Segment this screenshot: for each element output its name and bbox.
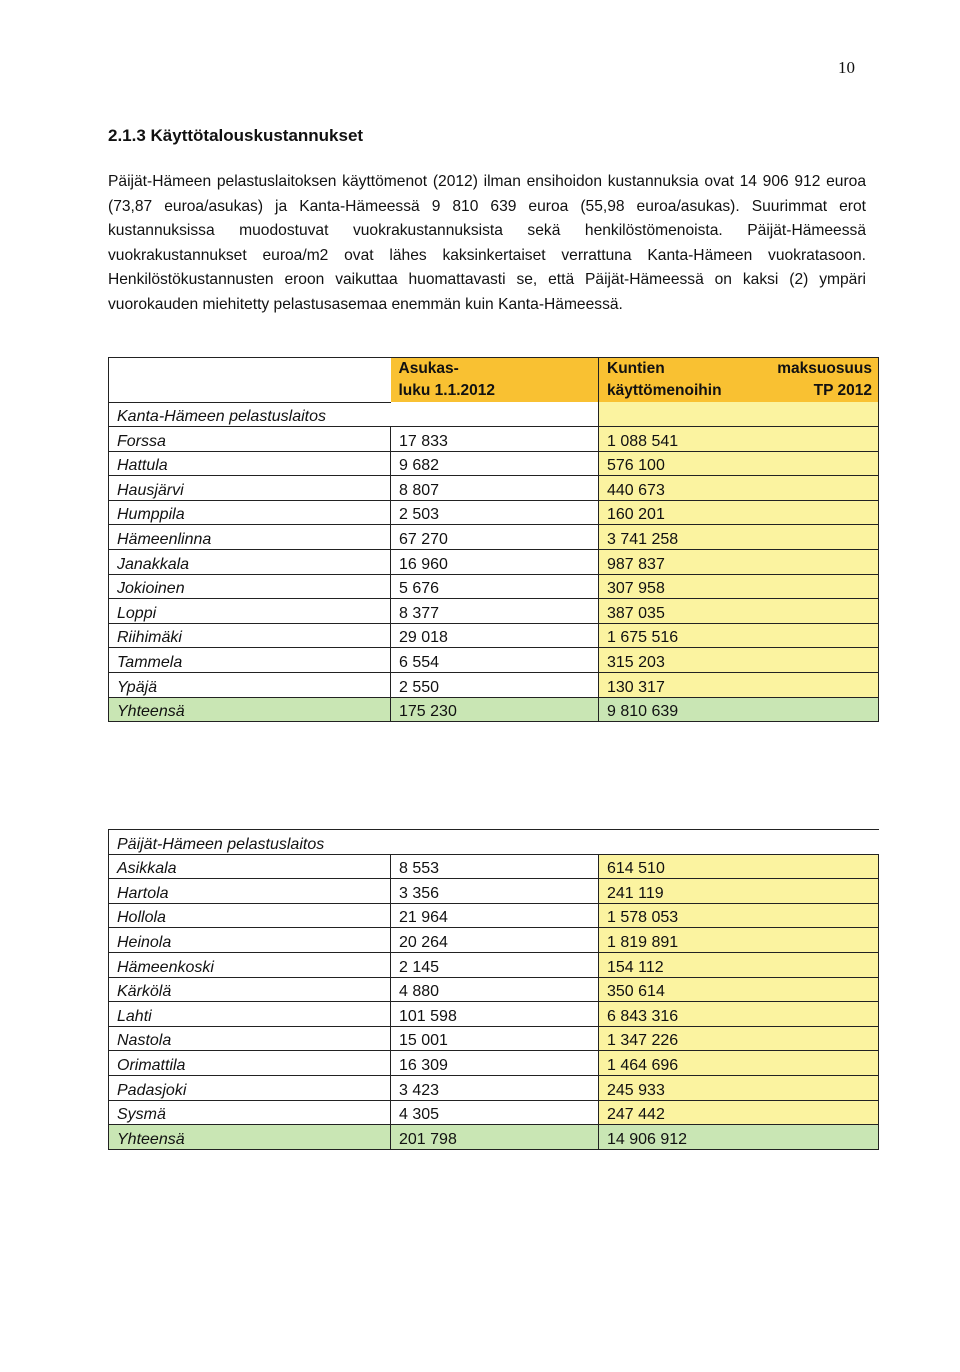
total-row bbox=[109, 1125, 879, 1150]
population-value: 16 309 bbox=[391, 1051, 599, 1076]
total-label: Yhteensä bbox=[109, 697, 391, 722]
table-row bbox=[109, 854, 879, 879]
table-row bbox=[109, 1075, 879, 1100]
municipality-name: Sysmä bbox=[109, 1100, 391, 1125]
population-value: 3 356 bbox=[391, 879, 599, 904]
cost-value: 440 673 bbox=[599, 476, 879, 501]
municipality-name: Asikkala bbox=[109, 854, 391, 879]
municipality-name: Janakkala bbox=[109, 550, 391, 575]
cost-value: 1 347 226 bbox=[599, 1026, 879, 1051]
population-value: 2 550 bbox=[391, 673, 599, 698]
population-value: 8 553 bbox=[391, 854, 599, 879]
section-title: Päijät-Hämeen pelastuslaitos bbox=[109, 830, 391, 855]
municipality-name: Kärkölä bbox=[109, 977, 391, 1002]
total-population: 201 798 bbox=[391, 1125, 599, 1150]
cost-value: 1 464 696 bbox=[599, 1051, 879, 1076]
municipality-name: Orimattila bbox=[109, 1051, 391, 1076]
table-row bbox=[109, 599, 879, 624]
population-value: 5 676 bbox=[391, 574, 599, 599]
cost-value: 154 112 bbox=[599, 952, 879, 977]
population-value: 2 145 bbox=[391, 952, 599, 977]
municipality-name: Humppila bbox=[109, 500, 391, 525]
cost-value: 247 442 bbox=[599, 1100, 879, 1125]
cost-value: 3 741 258 bbox=[599, 525, 879, 550]
population-value: 17 833 bbox=[391, 427, 599, 452]
table-row bbox=[109, 451, 879, 476]
municipality-name: Nastola bbox=[109, 1026, 391, 1051]
municipality-name: Heinola bbox=[109, 928, 391, 953]
header-blank-cell bbox=[109, 358, 391, 403]
table-row bbox=[109, 476, 879, 501]
municipality-name: Hämeenlinna bbox=[109, 525, 391, 550]
table-row bbox=[109, 623, 879, 648]
table-row bbox=[109, 879, 879, 904]
cost-value: 576 100 bbox=[599, 451, 879, 476]
cost-value: 987 837 bbox=[599, 550, 879, 575]
empty-cell bbox=[599, 830, 879, 855]
table-row bbox=[109, 574, 879, 599]
cost-value: 1 088 541 bbox=[599, 427, 879, 452]
table-row bbox=[109, 550, 879, 575]
table-row bbox=[109, 1100, 879, 1125]
population-value: 20 264 bbox=[391, 928, 599, 953]
table-row bbox=[109, 977, 879, 1002]
municipality-name: Lahti bbox=[109, 1002, 391, 1027]
section-title-row bbox=[109, 830, 879, 855]
population-value: 101 598 bbox=[391, 1002, 599, 1027]
cost-value: 307 958 bbox=[599, 574, 879, 599]
cost-value: 350 614 bbox=[599, 977, 879, 1002]
table-row bbox=[109, 525, 879, 550]
population-value: 21 964 bbox=[391, 903, 599, 928]
municipality-name: Loppi bbox=[109, 599, 391, 624]
population-value: 9 682 bbox=[391, 451, 599, 476]
empty-cell bbox=[599, 402, 879, 427]
table-row bbox=[109, 1051, 879, 1076]
total-label: Yhteensä bbox=[109, 1125, 391, 1150]
body-paragraph: Päijät-Hämeen pelastuslaitoksen käyttömenot (2012) ilman ensihoidon kustannuksia ovat 14 906 912 euroa (73,87 euroa/asukas) ja Kanta-Hämeessä 9 810 639 euroa (55,98 euroa/asukas). Suurimmat erot kustannuksissa muodostuvat vuokrakustannuksista sekä henkilöstömenoista. Päijät-Hämeessä vuokrakustannukset euroa/m2 ovat lähes kaksinkertaiset verrattuna Kanta-Hämeen vuokratasoon. Henkilöstökustannusten eroon vaikuttaa huomattavasti se, että Päijät-Hämeessä on kaksi (2) ympäri vuorokauden miehitetty pelastusasemaa enemmän kuin Kanta-Hämeessä. bbox=[108, 173, 866, 313]
cost-value: 6 843 316 bbox=[599, 1002, 879, 1027]
cost-value: 1 578 053 bbox=[599, 903, 879, 928]
municipality-name: Tammela bbox=[109, 648, 391, 673]
population-value: 4 305 bbox=[391, 1100, 599, 1125]
paijat-hame-cost-table bbox=[108, 829, 879, 1150]
section-title-row bbox=[109, 402, 879, 427]
header-population: Asukas- luku 1.1.2012 bbox=[391, 358, 599, 403]
municipality-name: Hausjärvi bbox=[109, 476, 391, 501]
cost-value: 241 119 bbox=[599, 879, 879, 904]
table-row bbox=[109, 673, 879, 698]
kanta-hame-cost-table bbox=[108, 357, 879, 722]
cost-value: 1 819 891 bbox=[599, 928, 879, 953]
table-row bbox=[109, 1002, 879, 1027]
header-municipal-share: Kuntien maksuosuus käyttömenoihin TP 2012 bbox=[599, 358, 879, 403]
municipality-name: Hämeenkoski bbox=[109, 952, 391, 977]
table-header-row bbox=[109, 358, 879, 403]
cost-value: 245 933 bbox=[599, 1075, 879, 1100]
cost-value: 130 317 bbox=[599, 673, 879, 698]
population-value: 67 270 bbox=[391, 525, 599, 550]
cost-value: 387 035 bbox=[599, 599, 879, 624]
population-value: 2 503 bbox=[391, 500, 599, 525]
table-row bbox=[109, 928, 879, 953]
municipality-name: Jokioinen bbox=[109, 574, 391, 599]
population-value: 15 001 bbox=[391, 1026, 599, 1051]
municipality-name: Hollola bbox=[109, 903, 391, 928]
municipality-name: Padasjoki bbox=[109, 1075, 391, 1100]
page-number: 10 bbox=[838, 58, 855, 77]
municipality-name: Forssa bbox=[109, 427, 391, 452]
total-population: 175 230 bbox=[391, 697, 599, 722]
total-row bbox=[109, 697, 879, 722]
cost-value: 160 201 bbox=[599, 500, 879, 525]
empty-cell bbox=[391, 830, 599, 855]
population-value: 8 377 bbox=[391, 599, 599, 624]
cost-value: 614 510 bbox=[599, 854, 879, 879]
total-cost: 9 810 639 bbox=[599, 697, 879, 722]
population-value: 8 807 bbox=[391, 476, 599, 501]
table-row bbox=[109, 952, 879, 977]
municipality-name: Ypäjä bbox=[109, 673, 391, 698]
table-row bbox=[109, 427, 879, 452]
table-row bbox=[109, 1026, 879, 1051]
municipality-name: Hartola bbox=[109, 879, 391, 904]
section-title: Kanta-Hämeen pelastuslaitos bbox=[109, 402, 391, 427]
population-value: 3 423 bbox=[391, 1075, 599, 1100]
municipality-name: Riihimäki bbox=[109, 623, 391, 648]
cost-value: 315 203 bbox=[599, 648, 879, 673]
municipality-name: Hattula bbox=[109, 451, 391, 476]
empty-cell bbox=[391, 402, 599, 427]
section-heading: 2.1.3 Käyttötalouskustannukset bbox=[108, 126, 364, 145]
total-cost: 14 906 912 bbox=[599, 1125, 879, 1150]
population-value: 16 960 bbox=[391, 550, 599, 575]
cost-value: 1 675 516 bbox=[599, 623, 879, 648]
table-row bbox=[109, 500, 879, 525]
table-row bbox=[109, 903, 879, 928]
population-value: 4 880 bbox=[391, 977, 599, 1002]
population-value: 29 018 bbox=[391, 623, 599, 648]
population-value: 6 554 bbox=[391, 648, 599, 673]
table-row bbox=[109, 648, 879, 673]
